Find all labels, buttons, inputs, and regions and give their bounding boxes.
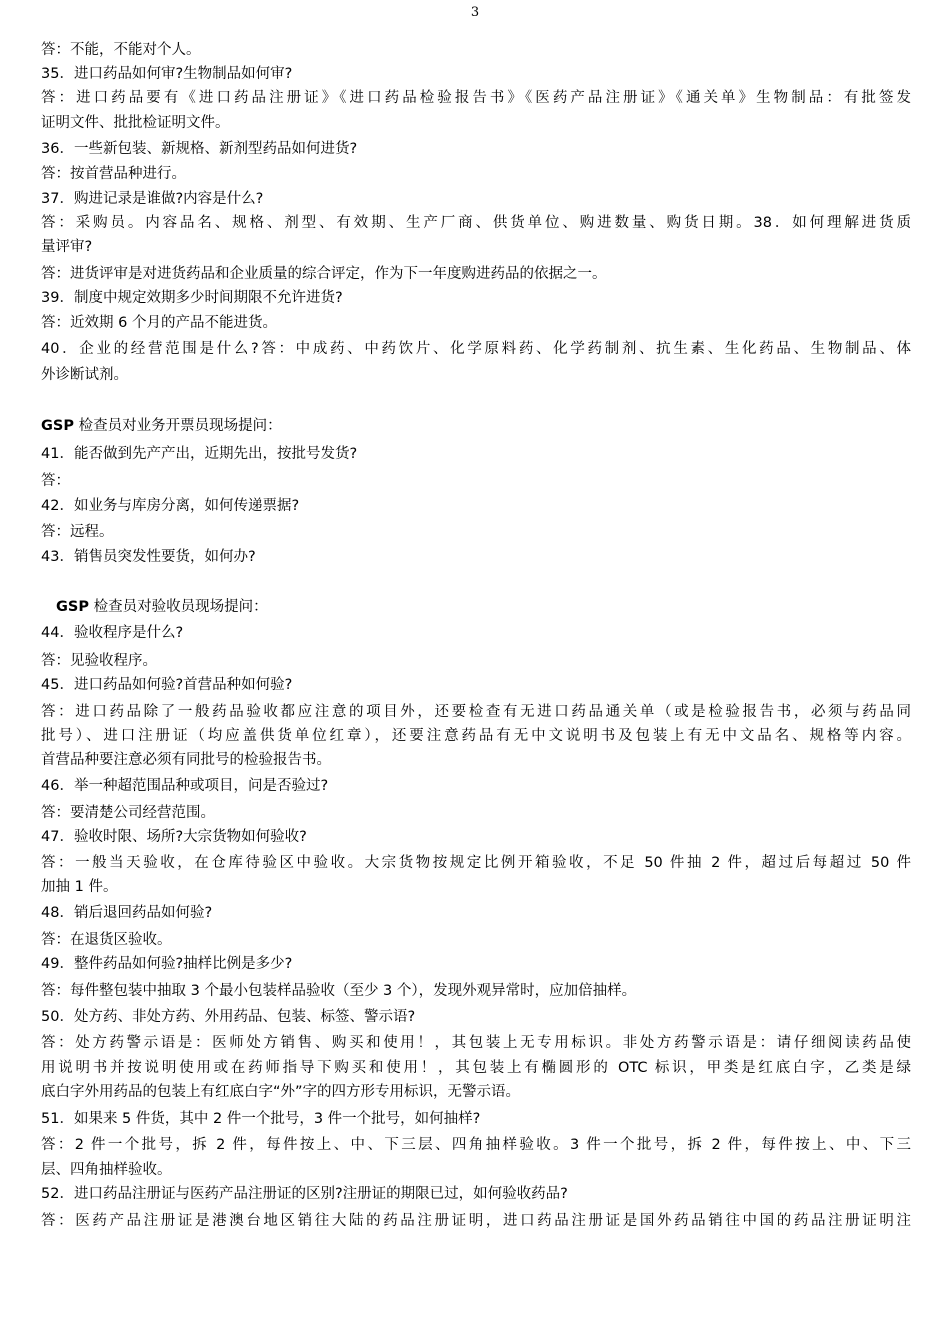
text-line: 42．如业务与库房分离，如何传递票据? (41, 498, 300, 514)
text-line: 答：2 件一个批号，拆 2 件，每件按上、中、下三层、四角抽样验收。3 件一个批号，拆 2 件，每件按上、中、下三 (41, 1137, 911, 1153)
gsp-label: GSP (56, 599, 89, 615)
text-line: 48．销后退回药品如何验? (41, 905, 213, 921)
text-line: 答：每件整包装中抽取 3 个最小包装样品验收（至少 3 个），发现外观异常时，应加倍抽样。 (41, 983, 637, 999)
text-line: 答：进货评审是对进货药品和企业质量的综合评定，作为下一年度购进药品的依据之一。 (41, 266, 607, 282)
text-line: 答：见验收程序。 (41, 653, 157, 669)
text-line: 层、四角抽样验收。 (41, 1162, 172, 1178)
text-line: 加抽 1 件。 (41, 879, 118, 895)
page-number: 3 (470, 5, 480, 20)
text-line: 批号）、进口注册证（均应盖供货单位红章），还要注意药品有无中文说明书及包装上有无中文品名、规格等内容。 (41, 728, 911, 744)
text-line: 答：不能，不能对个人。 (41, 42, 201, 58)
text-line: 50．处方药、非处方药、外用药品、包装、标签、警示语? (41, 1009, 416, 1025)
text-line: 答：远程。 (41, 524, 114, 540)
section-heading: GSP 检查员对验收员现场提问： (56, 599, 268, 615)
text-line: 36．一些新包装、新规格、新剂型药品如何进货? (41, 141, 358, 157)
text-line: 答：近效期 6 个月的产品不能进货。 (41, 315, 277, 331)
text-line: 答：医药产品注册证是港澳台地区销往大陆的药品注册证明，进口药品注册证是国外药品销往中国的药品注册证明注 (41, 1213, 911, 1229)
text-line: 底白字外用药品的包装上有红底白字“外”字的四方形专用标识，无警示语。 (41, 1084, 521, 1100)
text-line: 答：进口药品要有《进口药品注册证》《进口药品检验报告书》《医药产品注册证》《通关单》生物制品：有批签发 (41, 90, 911, 106)
text-line: 答：进口药品除了一般药品验收都应注意的项目外，还要检查有无进口药品通关单（或是检验报告书，必须与药品同 (41, 704, 911, 720)
text-line: 37．购进记录是谁做?内容是什么? (41, 191, 264, 207)
text-line: 49．整件药品如何验?抽样比例是多少? (41, 956, 293, 972)
text-line: 答：处方药警示语是：医师处方销售、购买和使用！，其包装上无专用标识。非处方药警示语是：请仔细阅读药品使 (41, 1035, 911, 1051)
text-line: 41．能否做到先产产出，近期先出，按批号发货? (41, 446, 358, 462)
text-line: 用说明书并按说明使用或在药师指导下购买和使用！，其包装上有椭圆形的 OTC 标识，甲类是红底白字，乙类是绿 (41, 1060, 911, 1076)
text-line: 答：按首营品种进行。 (41, 166, 186, 182)
text-line: 证明文件、批批检证明文件。 (41, 115, 230, 131)
text-line: 40．企业的经营范围是什么?答：中成药、中药饮片、化学原料药、化学药制剂、抗生素、生化药品、生物制品、体 (41, 341, 911, 357)
text-line: 答：在退货区验收。 (41, 932, 172, 948)
text-line: 答：采购员。内容品名、规格、剂型、有效期、生产厂商、供货单位、购进数量、购货日期。38．如何理解进货质 (41, 215, 911, 231)
gsp-label: GSP (41, 418, 74, 434)
text-line: 答：要清楚公司经营范围。 (41, 805, 215, 821)
text-line: 46．举一种超范围品种或项目，问是否验过? (41, 778, 329, 794)
section-heading: GSP 检查员对业务开票员现场提问： (41, 418, 282, 434)
text-line: 51．如果来 5 件货，其中 2 件一个批号，3 件一个批号，如何抽样? (41, 1111, 481, 1127)
text-line: 答： (41, 473, 70, 489)
text-line: 47．验收时限、场所?大宗货物如何验收? (41, 829, 307, 845)
text-line: 35．进口药品如何审?生物制品如何审? (41, 66, 293, 82)
text-line: 首营品种要注意必须有同批号的检验报告书。 (41, 752, 331, 768)
text-line: 39．制度中规定效期多少时间期限不允许进货? (41, 290, 343, 306)
text-line: 44．验收程序是什么? (41, 625, 184, 641)
text-line: 43．销售员突发性要货，如何办? (41, 549, 256, 565)
text-line: 外诊断试剂。 (41, 367, 128, 383)
text-line: 量评审? (41, 239, 93, 255)
text-line: 45．进口药品如何验?首营品种如何验? (41, 677, 293, 693)
text-line: 答：一般当天验收，在仓库待验区中验收。大宗货物按规定比例开箱验收，不足 50 件抽 2 件，超过后每超过 50 件 (41, 855, 911, 871)
text-line: 52．进口药品注册证与医药产品注册证的区别?注册证的期限已过，如何验收药品? (41, 1186, 568, 1202)
